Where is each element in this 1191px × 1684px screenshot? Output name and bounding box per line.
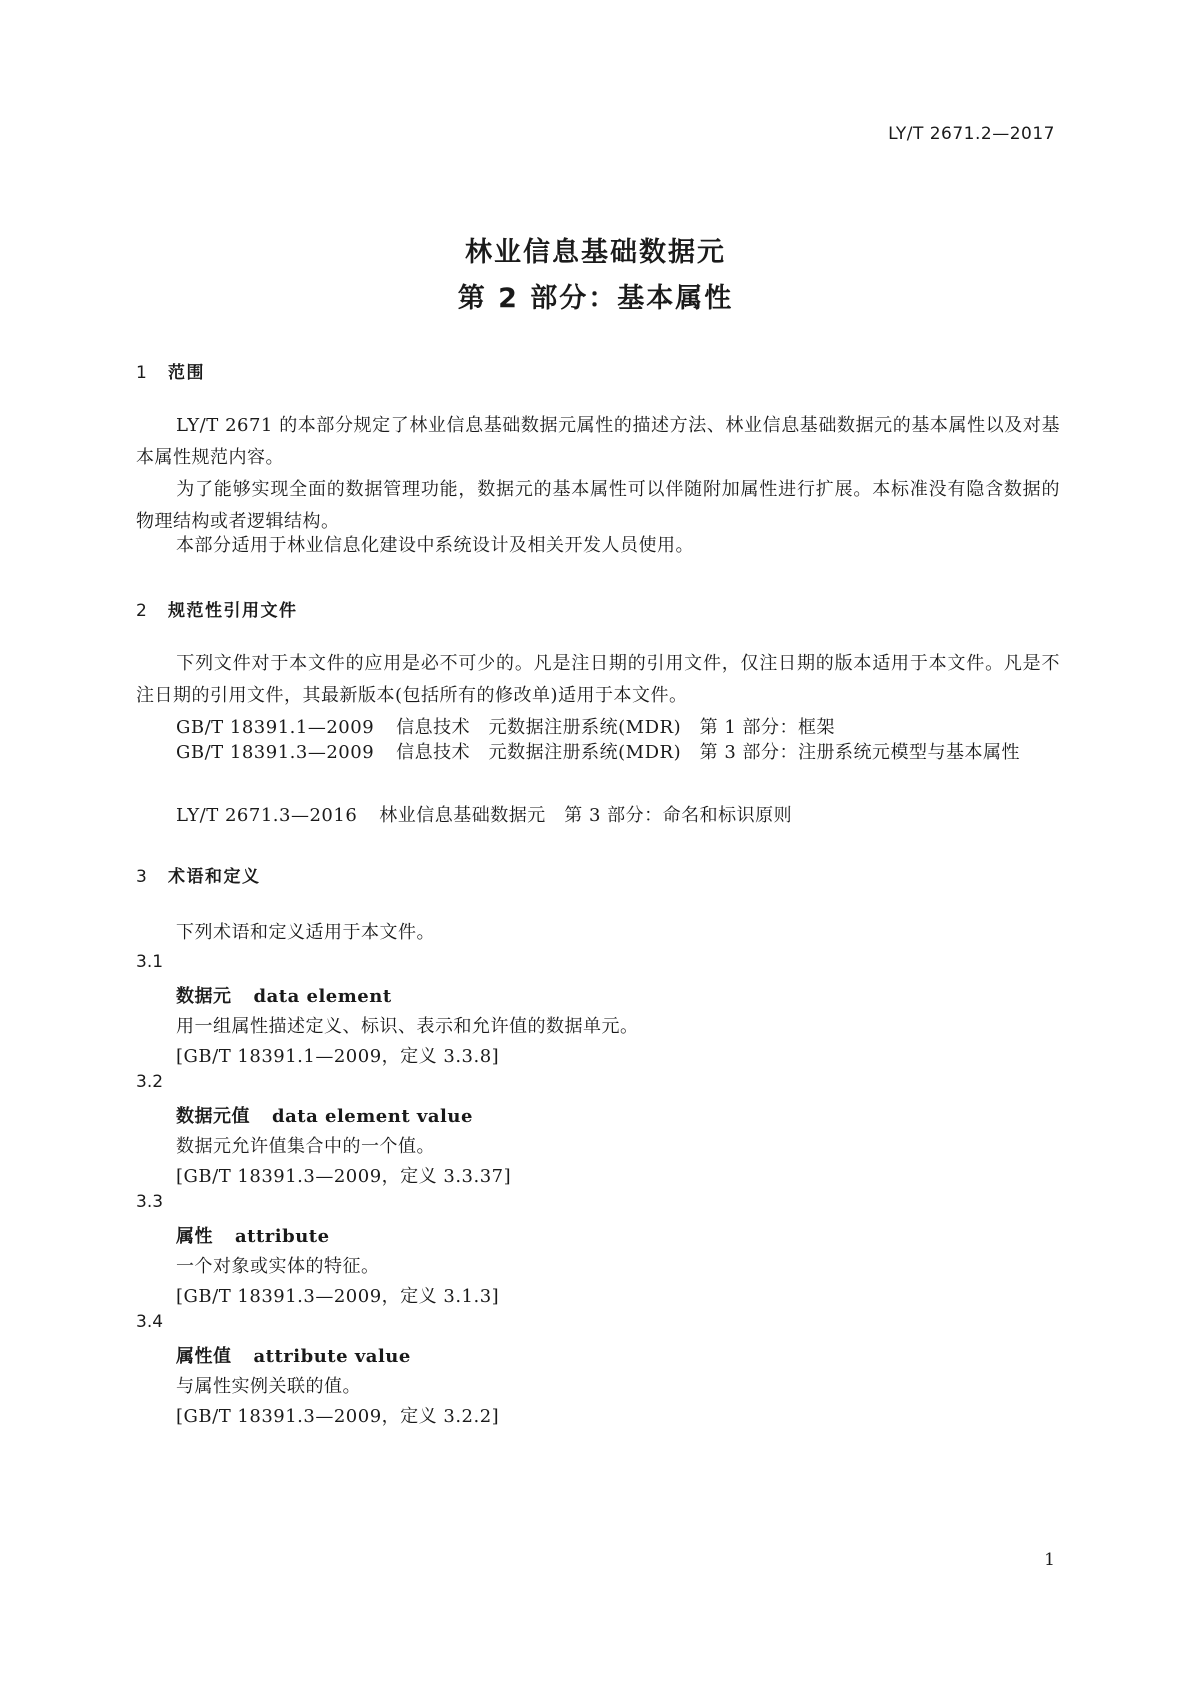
section-1-para-3	[136, 530, 1060, 562]
ref-name: 信息技术 元数据注册系统(MDR) 第 1 部分：框架	[396, 717, 836, 738]
ref-name: 林业信息基础数据元 第 3 部分：命名和标识原则	[379, 805, 793, 826]
term-title	[176, 1102, 473, 1128]
term-number: 3.3	[136, 1192, 164, 1212]
ref-code: GB/T 18391.1—2009	[176, 717, 375, 738]
section-title: 规范性引用文件	[168, 601, 298, 621]
term-definition: 一个对象或实体的特征。	[176, 1256, 380, 1277]
term-source: [GB/T 18391.3—2009，定义 3.3.37]	[176, 1166, 512, 1187]
term-en: attribute value	[253, 1346, 411, 1367]
term-zh: 数据元值	[176, 1106, 250, 1127]
ref-code: LY/T 2671.3—2016	[176, 805, 358, 826]
term-source: [GB/T 18391.1—2009，定义 3.3.8]	[176, 1046, 500, 1067]
section-title: 术语和定义	[168, 867, 261, 887]
term-en: attribute	[235, 1226, 330, 1247]
doc-title: 林业信息基础数据元	[465, 237, 726, 268]
term-zh: 属性	[176, 1226, 213, 1247]
term-title	[176, 982, 392, 1008]
section-3-intro: 下列术语和定义适用于本文件。	[176, 922, 435, 943]
term-definition: 与属性实例关联的值。	[176, 1376, 361, 1397]
term-source: [GB/T 18391.3—2009，定义 3.1.3]	[176, 1286, 500, 1307]
section-2-para-1	[136, 648, 1060, 712]
section-2-heading	[136, 596, 298, 621]
term-en: data element	[253, 986, 392, 1007]
section-3-heading	[136, 862, 261, 887]
section-1-para-2	[136, 474, 1060, 538]
page-number: 1	[1044, 1550, 1055, 1570]
term-source: [GB/T 18391.3—2009，定义 3.2.2]	[176, 1406, 500, 1427]
para-text: 下列文件对于本文件的应用是必不可少的。凡是注日期的引用文件，仅注日期的版本适用于本文件。凡是不注日期的引用文件，其最新版本(包括所有的修改单)适用于本文件。	[136, 653, 1060, 706]
para-text: 为了能够实现全面的数据管理功能，数据元的基本属性可以伴随附加属性进行扩展。本标准没有隐含数据的物理结构或者逻辑结构。	[136, 479, 1060, 532]
section-1-para-1	[136, 410, 1060, 474]
normative-ref-1	[176, 713, 835, 739]
section-number: 2	[136, 601, 149, 621]
section-number: 3	[136, 867, 149, 887]
term-definition: 数据元允许值集合中的一个值。	[176, 1136, 435, 1157]
doc-subtitle: 第 2 部分：基本属性	[457, 283, 734, 314]
ref-name: 信息技术 元数据注册系统(MDR) 第 3 部分：注册系统元模型与基本属性	[396, 742, 1021, 763]
section-number: 1	[136, 363, 149, 383]
term-number: 3.4	[136, 1312, 164, 1332]
para-text: LY/T 2671 的本部分规定了林业信息基础数据元属性的描述方法、林业信息基础数据元的基本属性以及对基本属性规范内容。	[136, 415, 1060, 468]
term-zh: 数据元	[176, 986, 232, 1007]
section-title: 范围	[168, 363, 205, 383]
para-text: 本部分适用于林业信息化建设中系统设计及相关开发人员使用。	[176, 535, 694, 556]
normative-ref-3	[176, 801, 792, 827]
term-title	[176, 1342, 411, 1368]
normative-ref-2	[136, 737, 1060, 769]
ref-code: GB/T 18391.3—2009	[176, 742, 375, 763]
term-number: 3.1	[136, 952, 164, 972]
term-title	[176, 1222, 330, 1248]
term-en: data element value	[272, 1106, 473, 1127]
term-zh: 属性值	[176, 1346, 232, 1367]
section-1-heading	[136, 358, 205, 383]
term-number: 3.2	[136, 1072, 164, 1092]
standard-code: LY/T 2671.2—2017	[888, 124, 1055, 144]
term-definition: 用一组属性描述定义、标识、表示和允许值的数据单元。	[176, 1016, 639, 1037]
